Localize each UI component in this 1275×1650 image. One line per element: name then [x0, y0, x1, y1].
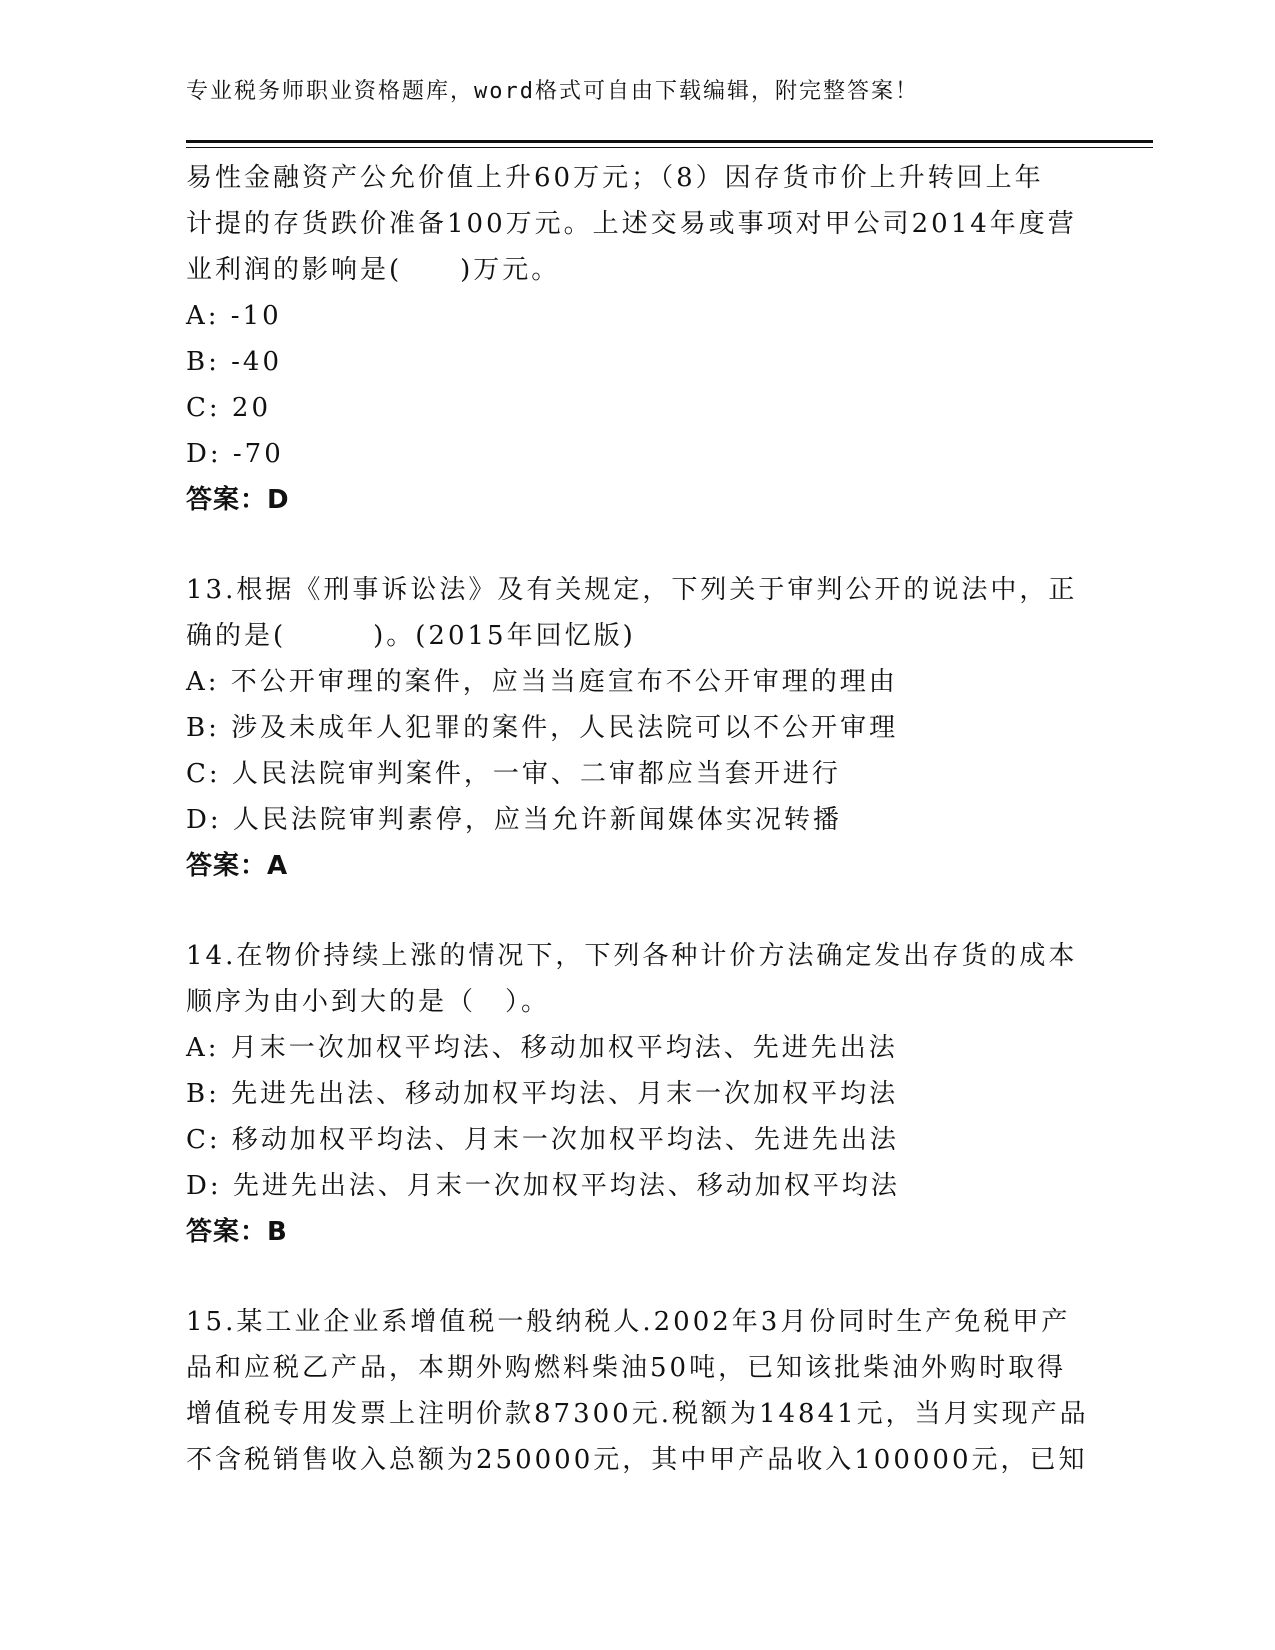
option-a: A: 月末一次加权平均法、移动加权平均法、先进先出法 — [186, 1033, 898, 1063]
option-d: D: 先进先出法、月末一次加权平均法、移动加权平均法 — [186, 1171, 900, 1201]
header-rule-thick — [186, 140, 1153, 143]
question-15 — [186, 1299, 1089, 1483]
option-c: C: 人民法院审判案件，一审、二审都应当套开进行 — [186, 759, 841, 789]
option-b: B: 涉及未成年人犯罪的案件，人民法院可以不公开审理 — [186, 713, 899, 743]
question-text-line: 易性金融资产公允价值上升60万元；（8）因存货市价上升转回上年 — [186, 163, 1044, 193]
answer-label: 答案：B — [186, 1217, 288, 1247]
page-header: 专业税务师职业资格题库，word格式可自由下载编辑，附完整答案！ — [186, 79, 919, 104]
question-text-line: 品和应税乙产品，本期外购燃料柴油50吨，已知该批柴油外购时取得 — [186, 1353, 1067, 1383]
option-a: A: -10 — [186, 301, 282, 331]
header-rule-thin — [186, 147, 1153, 148]
question-text-line: 13.根据《刑事诉讼法》及有关规定，下列关于审判公开的说法中，正 — [186, 575, 1078, 605]
question-text-line: 计提的存货跌价准备100万元。上述交易或事项对甲公司2014年度营 — [186, 209, 1077, 239]
option-a: A: 不公开审理的案件，应当当庭宣布不公开审理的理由 — [186, 667, 898, 697]
option-b: B: 先进先出法、移动加权平均法、月末一次加权平均法 — [186, 1079, 899, 1109]
document-content — [186, 155, 1089, 1483]
option-c: C: 20 — [186, 393, 272, 423]
option-d: D: -70 — [186, 439, 284, 469]
answer-label: 答案：A — [186, 851, 289, 881]
question-text-line: 确的是( )。(2015年回忆版) — [186, 621, 636, 651]
question-13 — [186, 567, 1086, 889]
option-c: C: 移动加权平均法、月末一次加权平均法、先进先出法 — [186, 1125, 899, 1155]
option-b: B: -40 — [186, 347, 282, 377]
question-text-line: 顺序为由小到大的是（ ）。 — [186, 987, 551, 1017]
question-14 — [186, 933, 1086, 1255]
question-12 — [186, 155, 1086, 523]
option-d: D: 人民法院审判素停，应当允许新闻媒体实况转播 — [186, 805, 842, 835]
answer-label: 答案：D — [186, 485, 290, 515]
question-text-line: 业利润的影响是( )万元。 — [186, 255, 561, 285]
question-text-line: 增值税专用发票上注明价款87300元.税额为14841元，当月实现产品 — [186, 1399, 1089, 1429]
question-text-line: 15.某工业企业系增值税一般纳税人.2002年3月份同时生产免税甲产 — [186, 1307, 1071, 1337]
question-text-line: 不含税销售收入总额为250000元，其中甲产品收入100000元，已知 — [186, 1445, 1088, 1475]
question-text-line: 14.在物价持续上涨的情况下，下列各种计价方法确定发出存货的成本 — [186, 941, 1078, 971]
